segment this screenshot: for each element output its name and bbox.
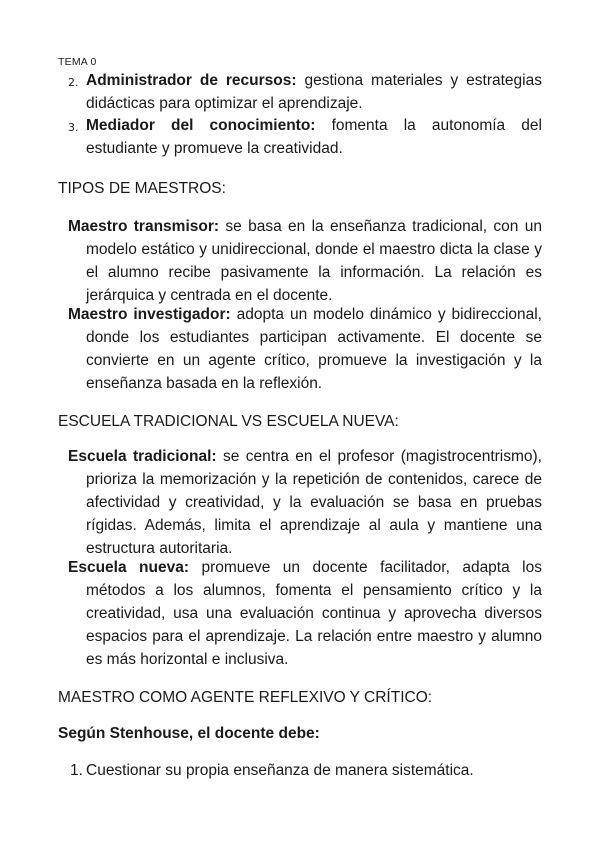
- role-text: fomenta la autonomía del estudiante y promueve la creatividad.: [86, 117, 542, 157]
- definition-item: [68, 556, 542, 671]
- list-number: 2.: [68, 76, 79, 89]
- definition-term: Maestro investigador:: [68, 306, 231, 323]
- list-number: 1.: [70, 762, 83, 779]
- definition-text: adopta un modelo dinámico y bidireccional, donde los estudiantes participan activamente. El docente se convierte en un agente crítico, promueve la investigación y la enseñanza basada en la reflexión.: [86, 306, 542, 392]
- role-text: gestiona materiales y estrategias didácticas para optimizar el aprendizaje.: [86, 72, 542, 112]
- definition-text: promueve un docente facilitador, adapta los métodos a los alumnos, fomenta el pensamiento crítico y la creatividad, usa una evaluación continua y aprovecha diversos espacios para el aprendizaje. La relación entre maestro y alumno es más horizontal e inclusiva.: [86, 559, 542, 668]
- page-header: TEMA 0: [58, 56, 97, 68]
- definition-item: [68, 303, 542, 395]
- role-term: Mediador del conocimiento:: [86, 117, 316, 134]
- list-item-text: Cuestionar su propia enseñanza de manera sistemática.: [86, 762, 474, 779]
- definition-term: Maestro transmisor:: [68, 218, 220, 235]
- definition-item: [68, 445, 542, 560]
- section-heading-reflexivo: MAESTRO COMO AGENTE REFLEXIVO Y CRÍTICO:: [58, 689, 433, 706]
- role-term: Administrador de recursos:: [86, 72, 297, 89]
- section-subheading: Según Stenhouse, el docente debe:: [58, 725, 320, 742]
- list-number: 3.: [68, 121, 79, 134]
- definition-term: Escuela nueva:: [68, 559, 189, 576]
- definition-term: Escuela tradicional:: [68, 448, 217, 465]
- role-item: [68, 114, 542, 160]
- section-heading-escuela: ESCUELA TRADICIONAL VS ESCUELA NUEVA:: [58, 413, 399, 430]
- role-item: [68, 69, 542, 115]
- list-item: [70, 759, 542, 782]
- definition-item: [68, 215, 542, 307]
- definition-text: se basa en la enseñanza tradicional, con un modelo estático y unidireccional, donde el maestro dicta la clase y el alumno recibe pasivamente la información. La relación es jerárquica y centrada en el docente.: [86, 218, 542, 304]
- section-heading-tipos: TIPOS DE MAESTROS:: [58, 180, 226, 197]
- definition-text: se centra en el profesor (magistrocentrismo), prioriza la memorización y la repetición de contenidos, carece de afectividad y creatividad, y la evaluación se basa en pruebas rígidas. Además, limita el aprendizaje al aula y mantiene una estructura autoritaria.: [86, 448, 542, 557]
